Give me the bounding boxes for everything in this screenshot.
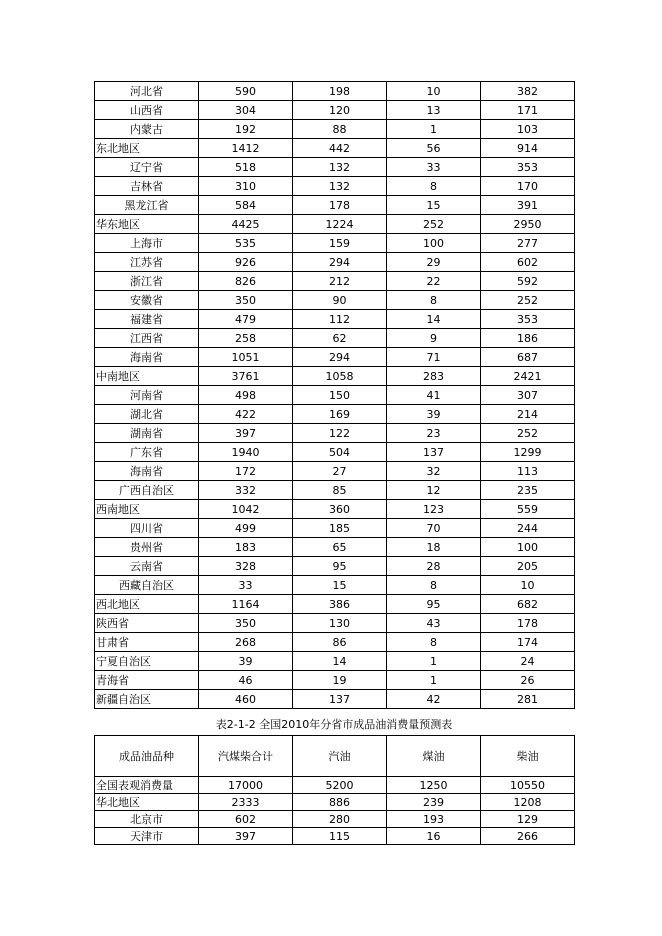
value-cell: 281 <box>481 690 575 709</box>
region-name-cell: 上海市 <box>95 234 199 253</box>
value-cell: 1 <box>387 120 481 139</box>
region-name-cell: 广东省 <box>95 443 199 462</box>
region-name-cell: 福建省 <box>95 310 199 329</box>
value-cell: 1299 <box>481 443 575 462</box>
value-cell: 120 <box>293 101 387 120</box>
value-cell: 18 <box>387 538 481 557</box>
value-cell: 258 <box>199 329 293 348</box>
value-cell: 353 <box>481 158 575 177</box>
value-cell: 32 <box>387 462 481 481</box>
value-cell: 332 <box>199 481 293 500</box>
header-cell-diesel: 柴油 <box>481 736 575 777</box>
value-cell: 2950 <box>481 215 575 234</box>
value-cell: 70 <box>387 519 481 538</box>
table-row <box>95 538 575 557</box>
region-name-cell: 北京市 <box>95 811 199 828</box>
value-cell: 310 <box>199 177 293 196</box>
value-cell: 499 <box>199 519 293 538</box>
value-cell: 252 <box>481 424 575 443</box>
value-cell: 687 <box>481 348 575 367</box>
value-cell: 112 <box>293 310 387 329</box>
header-row <box>95 736 575 777</box>
value-cell: 43 <box>387 614 481 633</box>
value-cell: 17000 <box>199 777 293 794</box>
value-cell: 171 <box>481 101 575 120</box>
value-cell: 56 <box>387 139 481 158</box>
value-cell: 95 <box>293 557 387 576</box>
table-row <box>95 386 575 405</box>
value-cell: 397 <box>199 828 293 845</box>
region-name-cell: 华北地区 <box>95 794 199 811</box>
forecast-table <box>94 735 575 845</box>
value-cell: 10 <box>481 576 575 595</box>
value-cell: 170 <box>481 177 575 196</box>
value-cell: 252 <box>481 291 575 310</box>
table-row <box>95 120 575 139</box>
value-cell: 169 <box>293 405 387 424</box>
table-row <box>95 576 575 595</box>
value-cell: 212 <box>293 272 387 291</box>
value-cell: 159 <box>293 234 387 253</box>
value-cell: 350 <box>199 291 293 310</box>
value-cell: 10 <box>387 82 481 101</box>
region-name-cell: 贵州省 <box>95 538 199 557</box>
value-cell: 4425 <box>199 215 293 234</box>
value-cell: 682 <box>481 595 575 614</box>
table-row <box>95 101 575 120</box>
value-cell: 235 <box>481 481 575 500</box>
value-cell: 3761 <box>199 367 293 386</box>
value-cell: 115 <box>293 828 387 845</box>
region-name-cell: 江西省 <box>95 329 199 348</box>
value-cell: 14 <box>387 310 481 329</box>
value-cell: 244 <box>481 519 575 538</box>
value-cell: 90 <box>293 291 387 310</box>
table-row <box>95 158 575 177</box>
region-name-cell: 宁夏自治区 <box>95 652 199 671</box>
value-cell: 14 <box>293 652 387 671</box>
value-cell: 26 <box>481 671 575 690</box>
region-name-cell: 新疆自治区 <box>95 690 199 709</box>
value-cell: 307 <box>481 386 575 405</box>
value-cell: 71 <box>387 348 481 367</box>
value-cell: 193 <box>387 811 481 828</box>
header-cell-gasoline: 汽油 <box>293 736 387 777</box>
table-row <box>95 177 575 196</box>
value-cell: 386 <box>293 595 387 614</box>
value-cell: 397 <box>199 424 293 443</box>
value-cell: 590 <box>199 82 293 101</box>
value-cell: 129 <box>481 811 575 828</box>
region-name-cell: 河南省 <box>95 386 199 405</box>
table-row <box>95 424 575 443</box>
value-cell: 205 <box>481 557 575 576</box>
value-cell: 584 <box>199 196 293 215</box>
value-cell: 103 <box>481 120 575 139</box>
value-cell: 1250 <box>387 777 481 794</box>
value-cell: 294 <box>293 348 387 367</box>
value-cell: 39 <box>199 652 293 671</box>
region-name-cell: 辽宁省 <box>95 158 199 177</box>
table-row <box>95 652 575 671</box>
value-cell: 10550 <box>481 777 575 794</box>
value-cell: 602 <box>199 811 293 828</box>
region-name-cell: 湖南省 <box>95 424 199 443</box>
value-cell: 100 <box>387 234 481 253</box>
value-cell: 178 <box>481 614 575 633</box>
table-row <box>95 291 575 310</box>
value-cell: 8 <box>387 177 481 196</box>
region-name-cell: 四川省 <box>95 519 199 538</box>
region-name-cell: 河北省 <box>95 82 199 101</box>
value-cell: 19 <box>293 671 387 690</box>
value-cell: 13 <box>387 101 481 120</box>
table-row <box>95 367 575 386</box>
table-row <box>95 633 575 652</box>
table-row <box>95 234 575 253</box>
value-cell: 33 <box>387 158 481 177</box>
header-cell-product: 成品油品种 <box>95 736 199 777</box>
value-cell: 277 <box>481 234 575 253</box>
table-row <box>95 794 575 811</box>
value-cell: 1 <box>387 652 481 671</box>
value-cell: 23 <box>387 424 481 443</box>
value-cell: 283 <box>387 367 481 386</box>
value-cell: 294 <box>293 253 387 272</box>
value-cell: 29 <box>387 253 481 272</box>
value-cell: 304 <box>199 101 293 120</box>
value-cell: 266 <box>481 828 575 845</box>
header-cell-kerosene: 煤油 <box>387 736 481 777</box>
value-cell: 1164 <box>199 595 293 614</box>
region-name-cell: 全国表观消费量 <box>95 777 199 794</box>
table-body <box>95 82 575 709</box>
value-cell: 27 <box>293 462 387 481</box>
table-row <box>95 196 575 215</box>
table-row <box>95 253 575 272</box>
value-cell: 926 <box>199 253 293 272</box>
table-row <box>95 828 575 845</box>
region-name-cell: 海南省 <box>95 348 199 367</box>
value-cell: 1 <box>387 671 481 690</box>
region-name-cell: 天津市 <box>95 828 199 845</box>
region-name-cell: 陕西省 <box>95 614 199 633</box>
value-cell: 826 <box>199 272 293 291</box>
value-cell: 239 <box>387 794 481 811</box>
table-row <box>95 405 575 424</box>
value-cell: 65 <box>293 538 387 557</box>
value-cell: 33 <box>199 576 293 595</box>
value-cell: 8 <box>387 576 481 595</box>
value-cell: 504 <box>293 443 387 462</box>
value-cell: 113 <box>481 462 575 481</box>
table-row <box>95 671 575 690</box>
value-cell: 41 <box>387 386 481 405</box>
value-cell: 132 <box>293 158 387 177</box>
table-row <box>95 481 575 500</box>
value-cell: 122 <box>293 424 387 443</box>
value-cell: 442 <box>293 139 387 158</box>
table-row <box>95 272 575 291</box>
value-cell: 559 <box>481 500 575 519</box>
value-cell: 518 <box>199 158 293 177</box>
region-name-cell: 吉林省 <box>95 177 199 196</box>
table-row <box>95 811 575 828</box>
value-cell: 280 <box>293 811 387 828</box>
table-row <box>95 348 575 367</box>
value-cell: 602 <box>481 253 575 272</box>
table-body <box>95 736 575 845</box>
value-cell: 185 <box>293 519 387 538</box>
table-row <box>95 557 575 576</box>
value-cell: 2421 <box>481 367 575 386</box>
value-cell: 5200 <box>293 777 387 794</box>
table-row <box>95 82 575 101</box>
value-cell: 46 <box>199 671 293 690</box>
table-row <box>95 690 575 709</box>
value-cell: 39 <box>387 405 481 424</box>
value-cell: 132 <box>293 177 387 196</box>
value-cell: 391 <box>481 196 575 215</box>
value-cell: 1940 <box>199 443 293 462</box>
region-name-cell: 云南省 <box>95 557 199 576</box>
table-row <box>95 329 575 348</box>
region-name-cell: 安徽省 <box>95 291 199 310</box>
value-cell: 24 <box>481 652 575 671</box>
region-name-cell: 甘肃省 <box>95 633 199 652</box>
table-row <box>95 443 575 462</box>
region-name-cell: 广西自治区 <box>95 481 199 500</box>
value-cell: 186 <box>481 329 575 348</box>
value-cell: 150 <box>293 386 387 405</box>
value-cell: 15 <box>387 196 481 215</box>
value-cell: 535 <box>199 234 293 253</box>
region-name-cell: 江苏省 <box>95 253 199 272</box>
value-cell: 130 <box>293 614 387 633</box>
region-name-cell: 华东地区 <box>95 215 199 234</box>
region-name-cell: 黑龙江省 <box>95 196 199 215</box>
value-cell: 8 <box>387 633 481 652</box>
value-cell: 137 <box>387 443 481 462</box>
value-cell: 350 <box>199 614 293 633</box>
region-name-cell: 西南地区 <box>95 500 199 519</box>
table-row <box>95 777 575 794</box>
value-cell: 1058 <box>293 367 387 386</box>
value-cell: 15 <box>293 576 387 595</box>
table-row <box>95 310 575 329</box>
value-cell: 328 <box>199 557 293 576</box>
value-cell: 1208 <box>481 794 575 811</box>
table-row <box>95 519 575 538</box>
provincial-consumption-table <box>94 81 575 709</box>
value-cell: 85 <box>293 481 387 500</box>
value-cell: 62 <box>293 329 387 348</box>
value-cell: 123 <box>387 500 481 519</box>
region-name-cell: 内蒙古 <box>95 120 199 139</box>
value-cell: 137 <box>293 690 387 709</box>
table-caption: 表2-1-2 全国2010年分省市成品油消费量预测表 <box>215 718 453 731</box>
value-cell: 479 <box>199 310 293 329</box>
region-name-cell: 西藏自治区 <box>95 576 199 595</box>
table-row <box>95 595 575 614</box>
value-cell: 16 <box>387 828 481 845</box>
value-cell: 214 <box>481 405 575 424</box>
value-cell: 95 <box>387 595 481 614</box>
value-cell: 9 <box>387 329 481 348</box>
header-cell-total: 汽煤柴合计 <box>199 736 293 777</box>
value-cell: 172 <box>199 462 293 481</box>
value-cell: 178 <box>293 196 387 215</box>
region-name-cell: 东北地区 <box>95 139 199 158</box>
value-cell: 1412 <box>199 139 293 158</box>
value-cell: 1224 <box>293 215 387 234</box>
table-row <box>95 614 575 633</box>
value-cell: 28 <box>387 557 481 576</box>
value-cell: 498 <box>199 386 293 405</box>
value-cell: 12 <box>387 481 481 500</box>
value-cell: 886 <box>293 794 387 811</box>
value-cell: 1051 <box>199 348 293 367</box>
table-row <box>95 462 575 481</box>
table-row <box>95 215 575 234</box>
region-name-cell: 青海省 <box>95 671 199 690</box>
region-name-cell: 湖北省 <box>95 405 199 424</box>
value-cell: 192 <box>199 120 293 139</box>
table-row <box>95 500 575 519</box>
value-cell: 422 <box>199 405 293 424</box>
value-cell: 2333 <box>199 794 293 811</box>
value-cell: 8 <box>387 291 481 310</box>
value-cell: 268 <box>199 633 293 652</box>
value-cell: 22 <box>387 272 481 291</box>
value-cell: 42 <box>387 690 481 709</box>
value-cell: 1042 <box>199 500 293 519</box>
region-name-cell: 海南省 <box>95 462 199 481</box>
table-row <box>95 139 575 158</box>
region-name-cell: 中南地区 <box>95 367 199 386</box>
value-cell: 360 <box>293 500 387 519</box>
value-cell: 174 <box>481 633 575 652</box>
value-cell: 382 <box>481 82 575 101</box>
value-cell: 183 <box>199 538 293 557</box>
value-cell: 198 <box>293 82 387 101</box>
value-cell: 88 <box>293 120 387 139</box>
region-name-cell: 西北地区 <box>95 595 199 614</box>
value-cell: 914 <box>481 139 575 158</box>
region-name-cell: 浙江省 <box>95 272 199 291</box>
value-cell: 252 <box>387 215 481 234</box>
value-cell: 86 <box>293 633 387 652</box>
value-cell: 460 <box>199 690 293 709</box>
region-name-cell: 山西省 <box>95 101 199 120</box>
value-cell: 353 <box>481 310 575 329</box>
value-cell: 100 <box>481 538 575 557</box>
value-cell: 592 <box>481 272 575 291</box>
